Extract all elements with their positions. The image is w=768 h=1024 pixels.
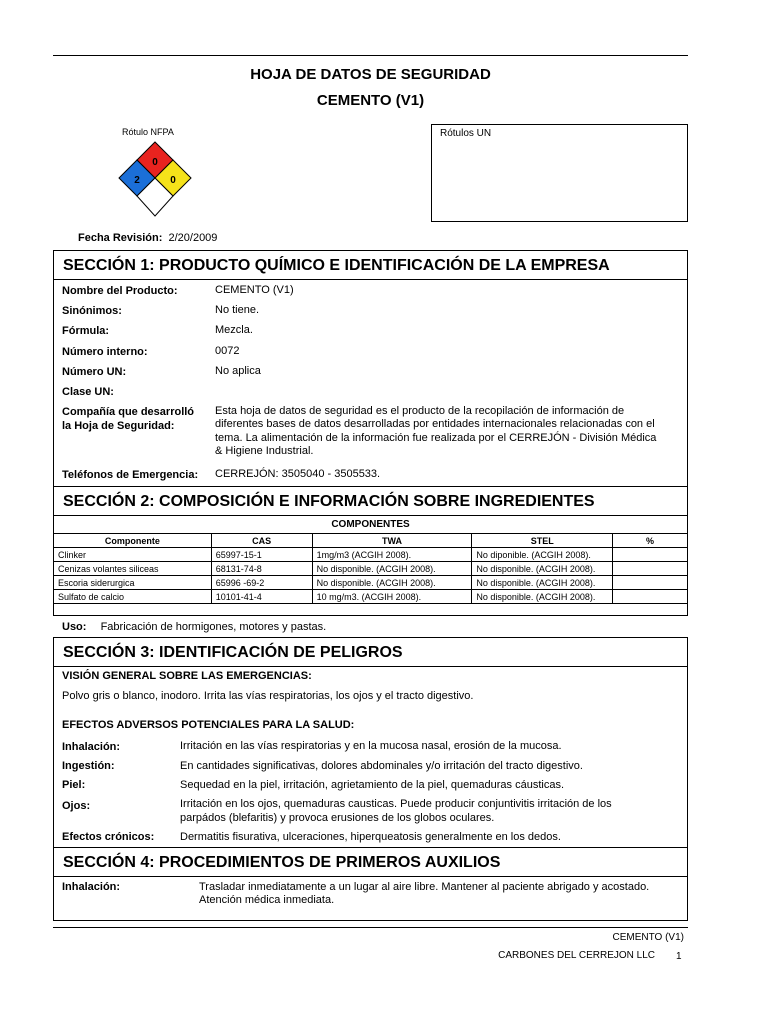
component-twa: 1mg/m3 (ACGIH 2008). [312, 548, 472, 562]
section-4-body [53, 877, 688, 921]
component-cas: 10101-41-4 [211, 590, 312, 604]
un-number-value: No aplica [215, 365, 261, 377]
nfpa-red-value: 0 [152, 157, 158, 168]
section-3-header: SECCIÓN 3: IDENTIFICACIÓN DE PELIGROS [53, 637, 688, 667]
un-labels-box [431, 124, 688, 222]
nfpa-yellow-value: 0 [170, 175, 176, 186]
use-value: Fabricación de hormigones, motores y pastas. [100, 621, 327, 633]
use-divider [53, 615, 688, 616]
company-label-line-2: la Hoja de Seguridad: [62, 420, 175, 432]
components-table-title: COMPONENTES [331, 519, 410, 530]
emergency-phones-value: CERREJÓN: 3505040 - 3505533. [215, 468, 381, 480]
effect-chronic-label: Efectos crónicos: [62, 831, 155, 843]
revision-label: Fecha Revisión: [78, 232, 163, 244]
section-1-body [53, 280, 688, 486]
nfpa-label: Rótulo NFPA [122, 127, 174, 137]
component-name: Escoria siderurgica [54, 576, 212, 590]
table-row [54, 590, 688, 604]
effect-eyes-value-line-1: Irritación en los ojos, quemaduras causticas. Puede producir conjuntivitis irritación de los [180, 798, 612, 810]
component-percent [613, 590, 688, 604]
component-name: Cenizas volantes siliceas [54, 562, 212, 576]
company-value-line-2: diferentes bases de datos desarrolladas por entidades internacionales relacionadas con el [215, 418, 655, 430]
component-cas: 68131-74-8 [211, 562, 312, 576]
un-number-label: Número UN: [62, 366, 127, 378]
table-row [54, 576, 688, 590]
effect-eyes-label: Ojos: [62, 800, 91, 812]
company-value-line-1: Esta hoja de datos de seguridad es el producto de la recopilación de información de [215, 405, 625, 417]
emergency-overview-heading: VISIÓN GENERAL SOBRE LAS EMERGENCIAS: [62, 670, 312, 682]
nfpa-blue-value: 2 [134, 175, 140, 186]
component-stel: No diponible. (ACGIH 2008). [472, 548, 613, 562]
emergency-phones-label: Teléfonos de Emergencia: [62, 469, 199, 481]
company-value-line-4: & Higiene Industrial. [215, 445, 314, 457]
synonyms-value: No tiene. [215, 304, 260, 316]
first-aid-inhalation-line-2: Atención médica inmediata. [199, 894, 335, 906]
components-table [53, 533, 688, 604]
health-effects-heading: EFECTOS ADVERSOS POTENCIALES PARA LA SALUD: [62, 719, 355, 731]
internal-number-value: 0072 [215, 345, 240, 357]
revision-date [78, 232, 217, 244]
effect-skin-label: Piel: [62, 779, 86, 791]
effect-skin-value: Sequedad en la piel, irritación, agrietamiento de la piel, quemaduras cáusticas. [180, 779, 565, 791]
emergency-overview-text: Polvo gris o blanco, inodoro. Irrita las vías respiratorias, los ojos y el tracto digestivo. [62, 690, 474, 702]
component-stel: No disponible. (ACGIH 2008). [472, 562, 613, 576]
component-twa: 10 mg/m3. (ACGIH 2008). [312, 590, 472, 604]
footer-rule [53, 927, 688, 928]
component-name: Clinker [54, 548, 212, 562]
column-header-cas: CAS [211, 534, 312, 548]
company-label-line-1: Compañía que desarrolló [62, 406, 195, 418]
component-cas: 65996 -69-2 [211, 576, 312, 590]
column-header-component: Componente [54, 534, 212, 548]
table-row [54, 562, 688, 576]
document-title: HOJA DE DATOS DE SEGURIDAD [250, 66, 491, 83]
product-name-value: CEMENTO (V1) [215, 284, 294, 296]
component-stel: No disponible. (ACGIH 2008). [472, 590, 613, 604]
component-twa: No disponible. (ACGIH 2008). [312, 576, 472, 590]
section-1-header: SECCIÓN 1: PRODUCTO QUÍMICO E IDENTIFICACIÓN DE LA EMPRESA [53, 250, 688, 280]
use-row [62, 621, 326, 633]
effect-eyes-value-line-2: parpádos (blefaritis) y provoca erusiones de los globos oculares. [180, 812, 495, 824]
effect-ingestion-label: Ingestión: [62, 760, 115, 772]
column-header-percent: % [613, 534, 688, 548]
first-aid-inhalation-label: Inhalación: [62, 881, 121, 893]
component-twa: No disponible. (ACGIH 2008). [312, 562, 472, 576]
section-3-body [53, 667, 688, 847]
section-4-header: SECCIÓN 4: PROCEDIMIENTOS DE PRIMEROS AUXILIOS [53, 847, 688, 877]
revision-value: 2/20/2009 [168, 232, 218, 244]
internal-number-label: Número interno: [62, 346, 148, 358]
un-labels-title: Rótulos UN [440, 128, 492, 139]
component-percent [613, 562, 688, 576]
formula-label: Fórmula: [62, 325, 110, 337]
component-name: Sulfato de calcio [54, 590, 212, 604]
nfpa-diamond [117, 140, 195, 220]
document-subtitle: CEMENTO (V1) [316, 92, 425, 109]
effect-inhalation-value: Irritación en las vías respiratorias y en la mucosa nasal, erosión de la mucosa. [180, 740, 562, 752]
footer-product: CEMENTO (V1) [612, 932, 684, 943]
effect-inhalation-label: Inhalación: [62, 741, 121, 753]
top-rule [53, 55, 688, 56]
product-name-label: Nombre del Producto: [62, 285, 178, 297]
footer-page-number: 1 [676, 951, 682, 962]
effect-ingestion-value: En cantidades significativas, dolores abdominales y/o irritación del tracto digestivo. [180, 760, 583, 772]
component-stel: No disponible. (ACGIH 2008). [472, 576, 613, 590]
component-percent [613, 548, 688, 562]
components-header-row [54, 534, 688, 548]
use-label: Uso: [62, 621, 87, 633]
un-class-label: Clase UN: [62, 386, 114, 398]
table-row [54, 548, 688, 562]
section-2-header: SECCIÓN 2: COMPOSICIÓN E INFORMACIÓN SOBRE INGREDIENTES [53, 486, 688, 516]
effect-chronic-value: Dermatitis fisurativa, ulceraciones, hiperqueatosis generalmente en los dedos. [180, 831, 561, 843]
column-header-stel: STEL [472, 534, 613, 548]
footer-company: CARBONES DEL CERREJON LLC [498, 950, 655, 961]
synonyms-label: Sinónimos: [62, 305, 122, 317]
company-value-line-3: tema. La alimentación de la información fue realizada por el CERREJÓN - División Médica [215, 432, 657, 444]
first-aid-inhalation-line-1: Trasladar inmediatamente a un lugar al aire libre. Mantener al paciente abrigado y acostado. [199, 881, 650, 893]
component-percent [613, 576, 688, 590]
formula-value: Mezcla. [215, 324, 253, 336]
component-cas: 65997-15-1 [211, 548, 312, 562]
column-header-twa: TWA [312, 534, 472, 548]
